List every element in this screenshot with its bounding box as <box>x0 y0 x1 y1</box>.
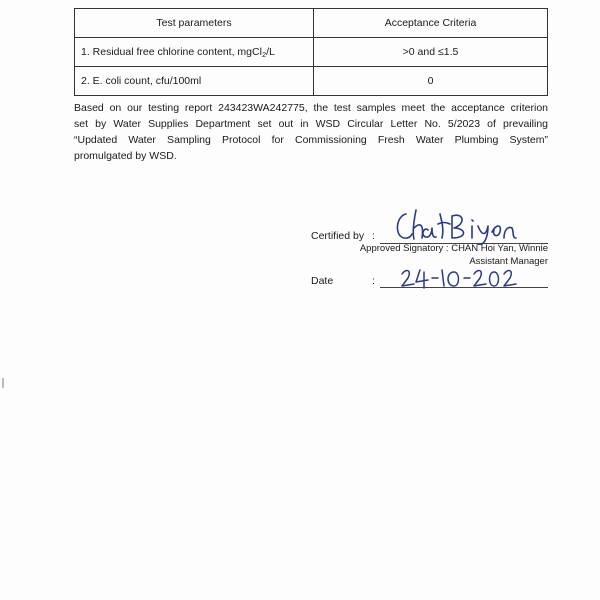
certified-by-colon: : <box>372 230 375 242</box>
param-text: 1. Residual free chlorine content, mgCl <box>81 45 262 58</box>
signatory-title: Assistant Manager <box>469 256 548 267</box>
handwritten-date-graphic <box>398 264 518 290</box>
param-unit: /L <box>266 45 275 58</box>
param-cell <box>75 38 314 67</box>
certified-by-label: Certified by <box>311 230 365 242</box>
table-row <box>75 38 548 67</box>
signatory-name: Approved Signatory : CHAN Hoi Yan, Winnie <box>359 243 548 254</box>
signature-graphic <box>392 206 522 246</box>
header-acceptance-criteria: Acceptance Criteria <box>314 9 548 38</box>
param-cell: 2. E. coli count, cfu/100ml <box>75 67 314 96</box>
compliance-statement <box>74 100 548 164</box>
header-test-parameters: Test parameters <box>75 9 314 38</box>
table-header-row <box>75 9 548 38</box>
statement-line: set by Water Supplies Department set out in WSD Circular Letter No. 5/2023 of prevailing <box>74 118 548 130</box>
param-subscript: 2 <box>261 49 267 59</box>
scan-artifact <box>2 378 4 388</box>
date-colon: : <box>372 275 375 287</box>
statement-line: “Updated Water Sampling Protocol for Commissioning Fresh Water Plumbing System” <box>74 134 548 146</box>
table-row <box>75 67 548 96</box>
statement-line: promulgated by WSD. <box>74 150 177 162</box>
acceptance-criteria-table <box>74 8 548 96</box>
date-label: Date <box>311 275 334 287</box>
statement-line: Based on our testing report 243423WA242775, the test samples meet the acceptance criterion <box>74 102 548 114</box>
handwritten-date <box>398 264 518 295</box>
criteria-cell: 0 <box>314 67 548 96</box>
criteria-cell: >0 and ≤1.5 <box>314 38 548 67</box>
